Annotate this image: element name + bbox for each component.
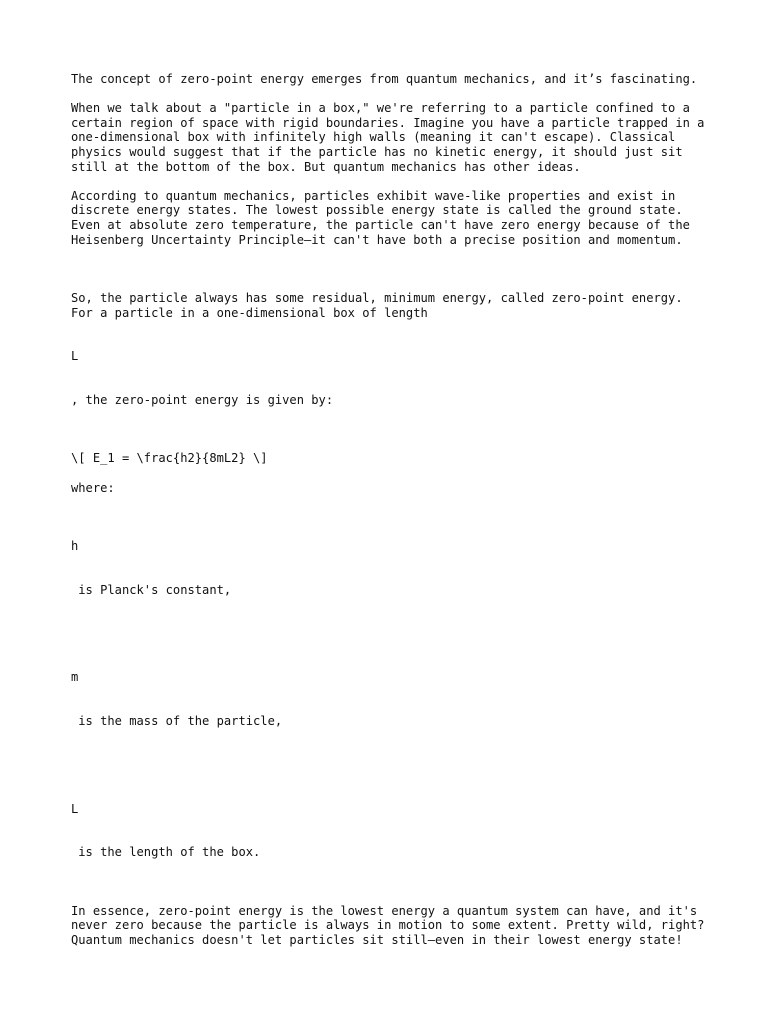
variable-description: is the mass of the particle,: [71, 714, 283, 729]
variable-symbol: L: [71, 801, 79, 816]
length-symbol: L: [71, 349, 79, 364]
intro-paragraph: The concept of zero-point energy emerges from quantum mechanics, and it’s fascinating.: [71, 72, 698, 86]
quantum-states-paragraph: According to quantum mechanics, particles exhibit wave-like properties and exist in discrete energy states. The lowest possible energy state is called the ground state. Even at absolute zero temperature, the particle can't have zero energy because of the Heisenberg Uncertainty Principle—it can't have both a precise position and momentum.: [71, 188, 698, 247]
where-label: where:: [71, 480, 115, 495]
variable-symbol: h: [71, 539, 79, 553]
formula: \[ E_1 = \frac{h2}{8mL2} \]: [71, 451, 268, 466]
formula-lead-text: , the zero-point energy is given by:: [71, 393, 334, 408]
variable-description: is Planck's constant,: [71, 582, 232, 597]
particle-in-box-paragraph: When we talk about a "particle in a box," we're referring to a particle confined to a certain region of space with rigid boundaries. Imagine you have a particle trapped in a one-dimensional box with infinitely high walls (meaning it can't escape). Classical physics would suggest that if the particle has no kinetic energy, it should just sit still at the bottom of the box. But quantum mechanics has other ideas.: [71, 101, 712, 174]
variable-item: [71, 773, 707, 890]
variable-item: [71, 510, 707, 627]
conclusion-paragraph: In essence, zero-point energy is the lowest energy a quantum system can have, and it's never zero because the particle is always in motion to some extent. Pretty wild, right? Quantum mechanics doesn't let particles sit still—even in their lowest energy state!: [71, 903, 712, 948]
residual-energy-block: [71, 262, 707, 437]
variable-symbol: m: [71, 670, 79, 685]
variable-description: is the length of the box.: [71, 845, 261, 860]
variable-item: [71, 641, 707, 758]
residual-energy-text: So, the particle always has some residual, minimum energy, called zero-point energy. For a particle in a one-dimensional box of length: [71, 290, 690, 320]
document-body: [71, 72, 712, 962]
